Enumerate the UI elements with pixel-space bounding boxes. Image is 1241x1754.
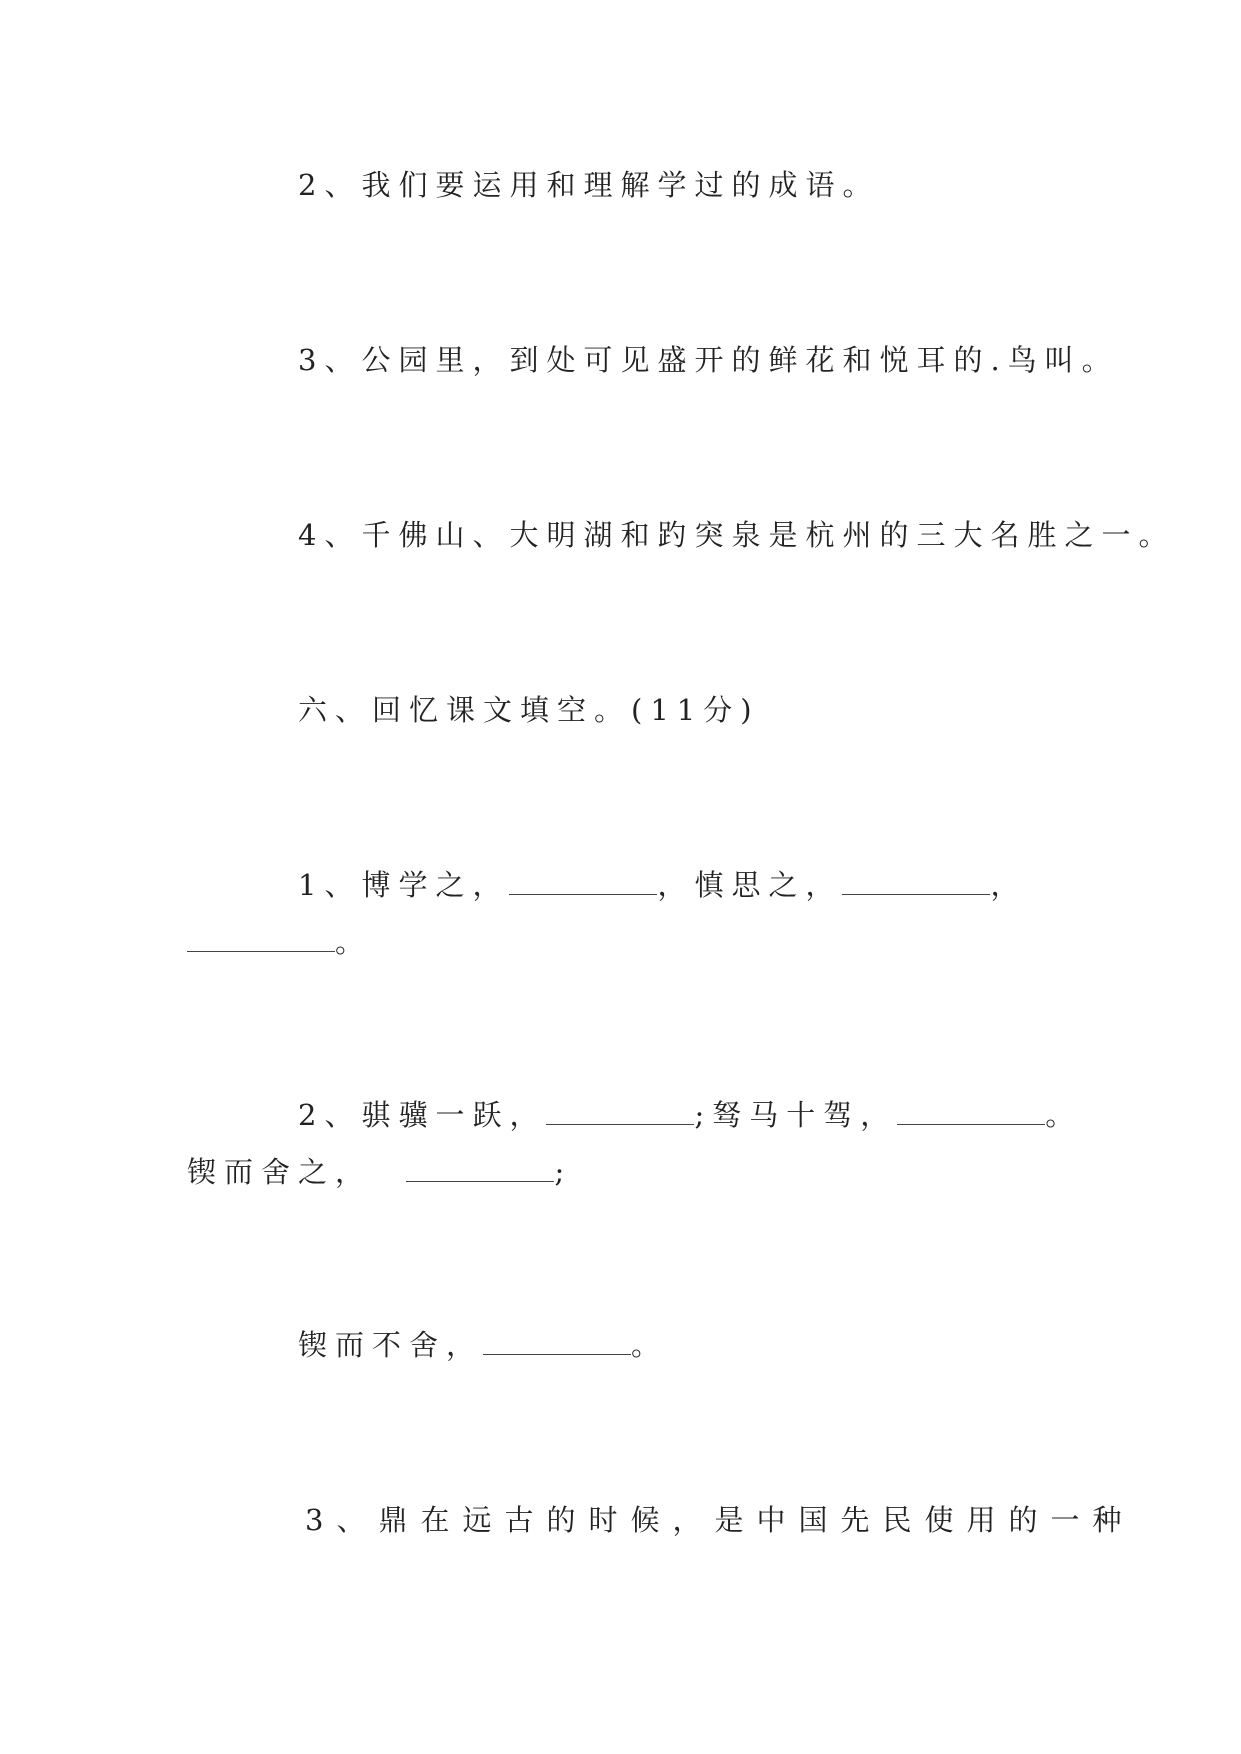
- text-segment: 锲而不舍，: [298, 1328, 484, 1362]
- answer-blank[interactable]: [897, 1096, 1045, 1125]
- answer-blank[interactable]: [406, 1153, 554, 1182]
- text-segment: 。: [1045, 1098, 1083, 1132]
- question-5-item-3: 3、公园里，到处可见盛开的鲜花和悦耳的.鸟叫。: [298, 343, 1119, 377]
- question-6-item-2-line-2: [187, 1152, 572, 1192]
- text-segment: 1、博学之，: [298, 868, 510, 902]
- text-segment: 。: [335, 925, 373, 959]
- question-5-item-4: 4、千佛山、大明湖和趵突泉是杭州的三大名胜之一。: [298, 518, 1176, 552]
- text-segment: 。: [631, 1328, 669, 1362]
- answer-blank[interactable]: [546, 1096, 694, 1125]
- text-segment: ，慎思之，: [657, 868, 843, 902]
- answer-blank[interactable]: [187, 923, 335, 952]
- text-segment: 锲而舍之，: [187, 1155, 373, 1189]
- question-6-item-3: 3、鼎在远古的时候，是中国先民使用的一种: [305, 1503, 1135, 1537]
- question-5-item-2: 2、我们要运用和理解学过的成语。: [298, 168, 880, 202]
- text-segment: ;驽马十驾，: [694, 1098, 898, 1132]
- answer-blank[interactable]: [509, 866, 657, 895]
- text-segment: 2、骐骥一跃，: [298, 1098, 547, 1132]
- answer-blank[interactable]: [483, 1326, 631, 1355]
- question-6-item-2-line-1: [298, 1095, 1082, 1135]
- question-6-item-2-line-3: [298, 1325, 668, 1365]
- section-6-heading: 六、回忆课文填空。(11分): [298, 693, 760, 727]
- text-segment: ，: [990, 868, 1028, 902]
- question-6-item-1-line-1: [298, 865, 1027, 905]
- question-6-item-1-line-2: [187, 922, 372, 962]
- text-segment: ;: [554, 1155, 573, 1189]
- answer-blank[interactable]: [842, 866, 990, 895]
